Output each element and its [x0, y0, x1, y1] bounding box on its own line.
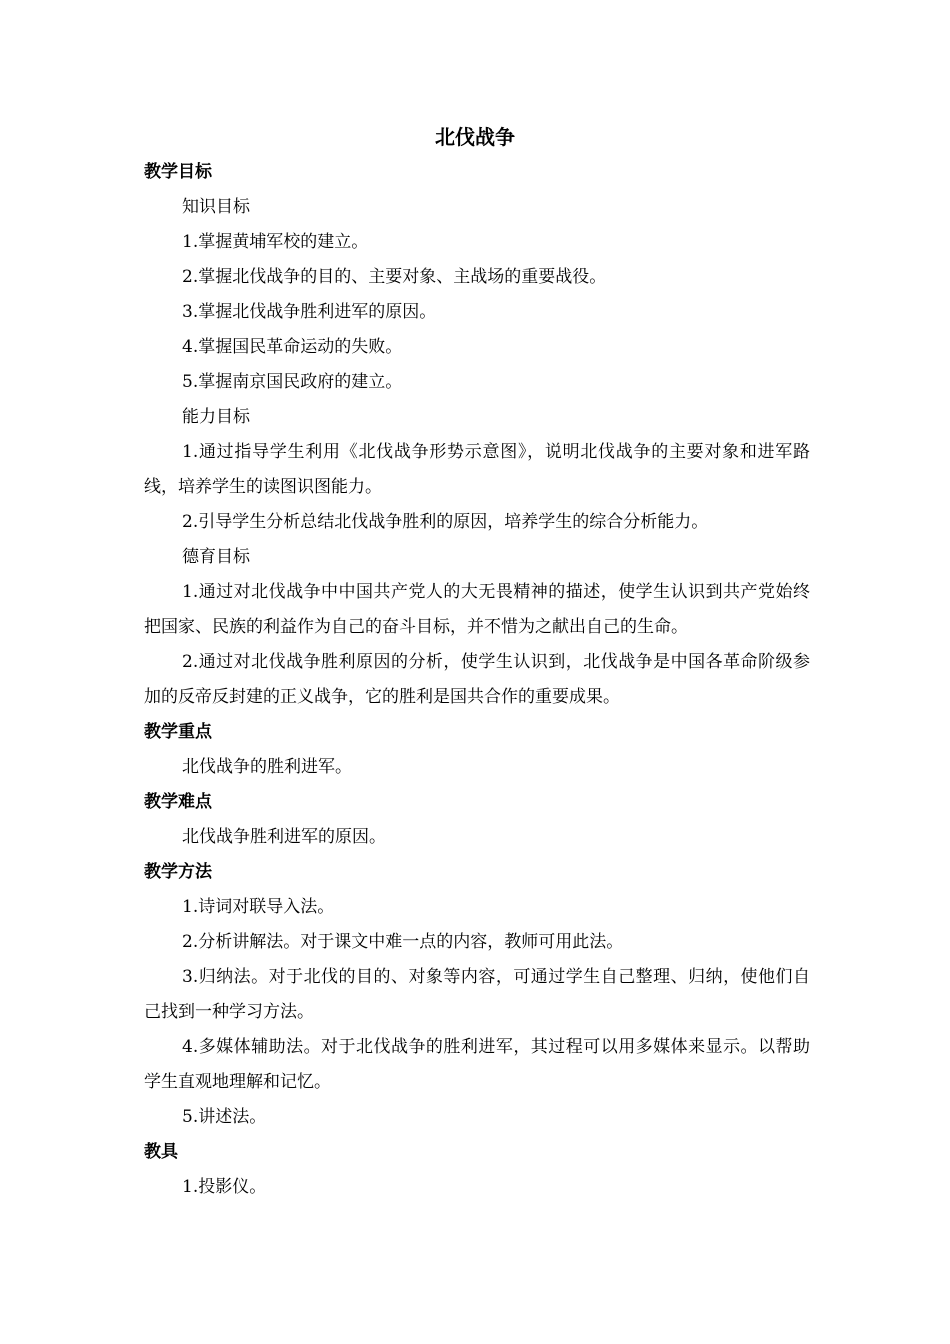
list-item: 2.通过对北伐战争胜利原因的分析，使学生认识到，北伐战争是中国各革命阶级参加的反帝反封建的正义战争，它的胜利是国共合作的重要成果。 [144, 652, 810, 707]
list-item: 2.分析讲解法。对于课文中难一点的内容，教师可用此法。 [182, 932, 624, 952]
list-item: 1.诗词对联导入法。 [182, 897, 335, 917]
section-methods [144, 855, 810, 1135]
list-item: 4.多媒体辅助法。对于北伐战争的胜利进军，其过程可以用多媒体来显示。以帮助学生直观地理解和记忆。 [144, 1037, 810, 1092]
section-heading: 教学方法 [144, 862, 212, 882]
paragraph: 北伐战争的胜利进军。 [182, 757, 352, 777]
list-item: 5.掌握南京国民政府的建立。 [182, 372, 403, 392]
section-difficulty [144, 785, 810, 855]
list-item: 2.掌握北伐战争的目的、主要对象、主战场的重要战役。 [182, 267, 607, 287]
section-heading: 教学目标 [144, 162, 212, 182]
list-item: 5.讲述法。 [182, 1107, 267, 1127]
list-item: 3.掌握北伐战争胜利进军的原因。 [182, 302, 437, 322]
section-heading: 教学重点 [144, 722, 212, 742]
list-item: 4.掌握国民革命运动的失败。 [182, 337, 403, 357]
paragraph: 北伐战争胜利进军的原因。 [182, 827, 386, 847]
document-title: 北伐战争 [435, 125, 515, 149]
section-tools [144, 1135, 810, 1205]
list-item: 1.通过对北伐战争中中国共产党人的大无畏精神的描述，使学生认识到共产党始终把国家、民族的利益作为自己的奋斗目标，并不惜为之献出自己的生命。 [144, 582, 810, 637]
list-item: 1.掌握黄埔军校的建立。 [182, 232, 369, 252]
subsection-label: 能力目标 [182, 407, 250, 427]
section-key-point [144, 715, 810, 785]
section-heading: 教学难点 [144, 792, 212, 812]
section-heading: 教具 [144, 1142, 178, 1162]
section-objectives [144, 155, 810, 715]
list-item: 1.投影仪。 [182, 1177, 267, 1197]
subsection-label: 德育目标 [182, 547, 250, 567]
list-item: 3.归纳法。对于北伐的目的、对象等内容，可通过学生自己整理、归纳，使他们自己找到一种学习方法。 [144, 967, 810, 1022]
list-item: 2.引导学生分析总结北伐战争胜利的原因，培养学生的综合分析能力。 [182, 512, 709, 532]
subsection-label: 知识目标 [182, 197, 250, 217]
list-item: 1.通过指导学生利用《北伐战争形势示意图》，说明北伐战争的主要对象和进军路线，培养学生的读图识图能力。 [144, 442, 810, 497]
document-body [144, 155, 810, 1205]
